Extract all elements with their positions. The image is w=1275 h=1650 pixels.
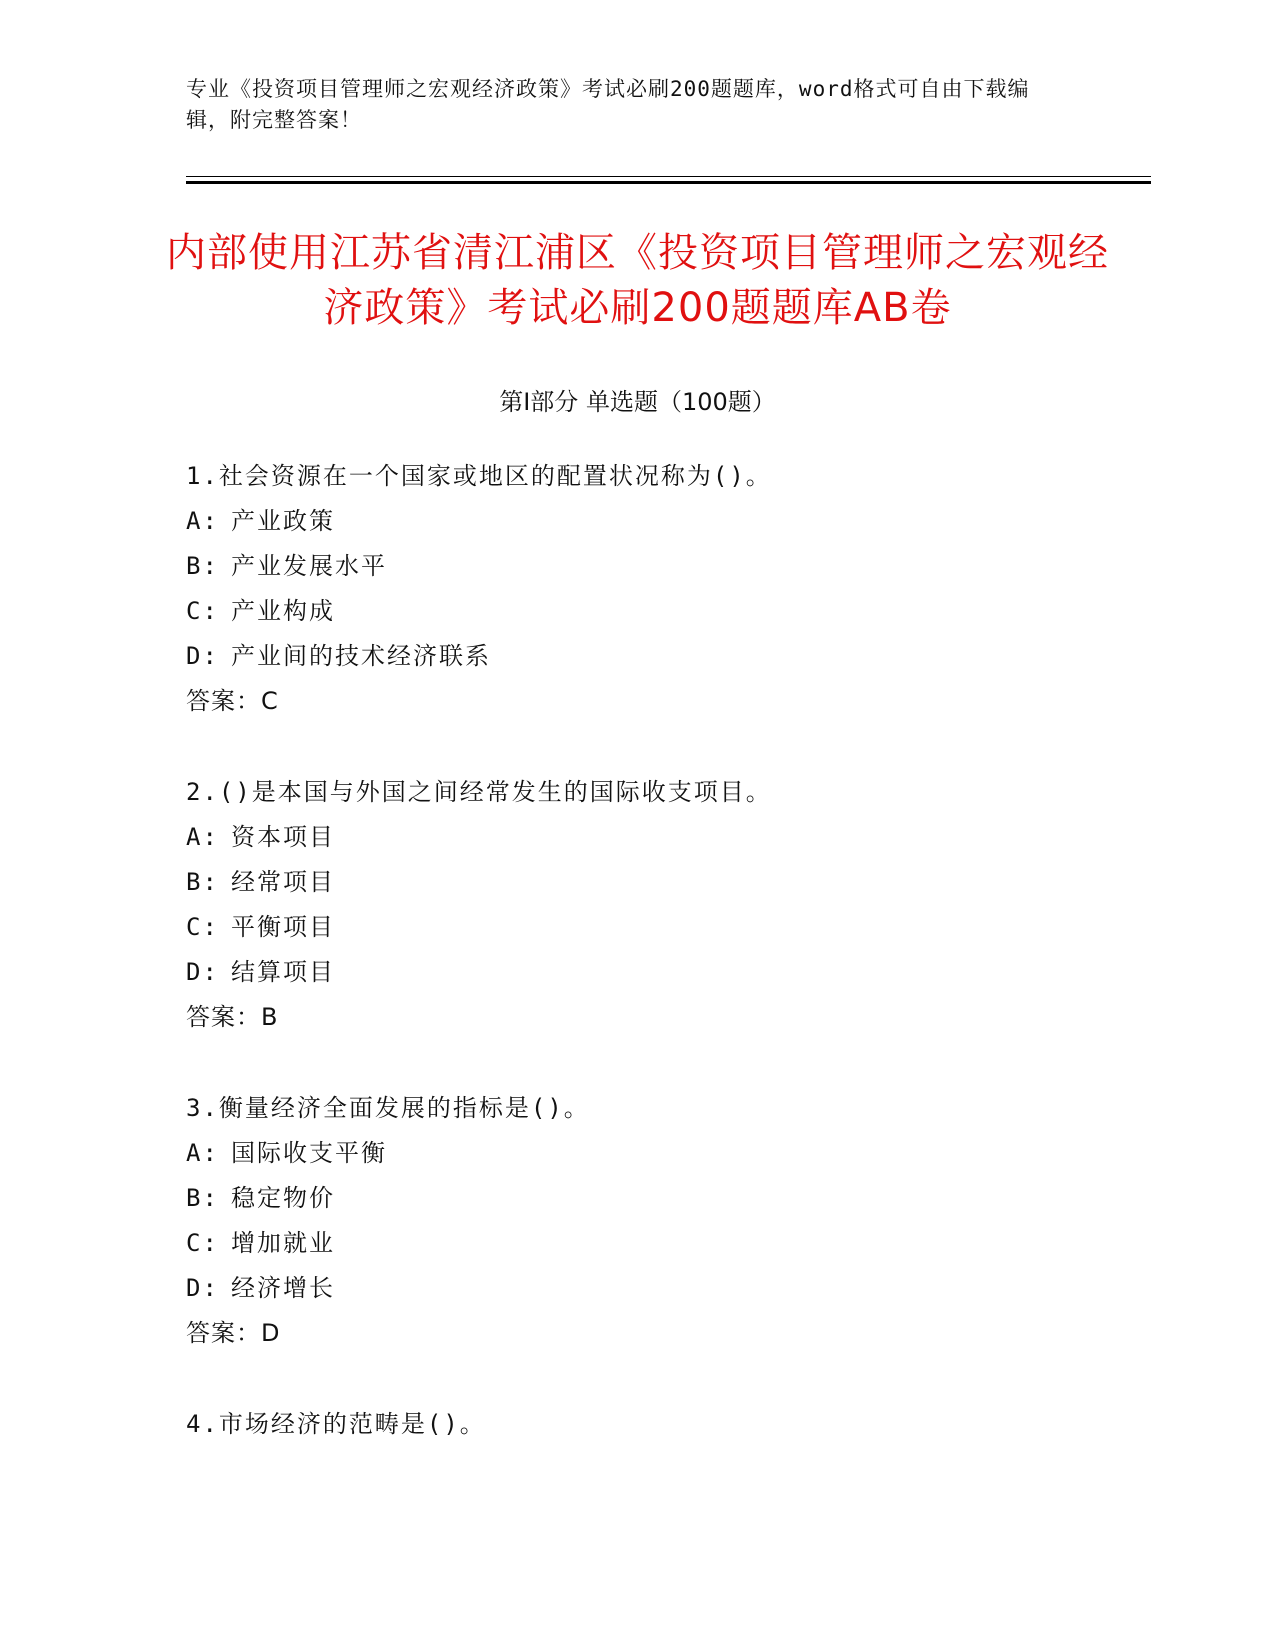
option-b [186,860,1086,905]
question-4 [186,1402,1086,1447]
option-text: 产业间的技术经济联系 [231,642,491,670]
option-text: 国际收支平衡 [231,1139,387,1167]
option-d [186,950,1086,995]
question-3 [186,1086,1086,1356]
option-text: 产业发展水平 [231,552,387,580]
option-letter: C: [186,913,219,941]
option-letter: D: [186,958,219,986]
document-title: 内部使用江苏省清江浦区《投资项目管理师之宏观经济政策》考试必刷200题题库AB卷 [166,230,1109,331]
option-text: 结算项目 [231,958,335,986]
question-1 [186,454,1086,724]
option-c [186,905,1086,950]
option-a [186,499,1086,544]
question-stem: 3.衡量经济全面发展的指标是()。 [186,1094,590,1122]
section-title: 第Ⅰ部分 单选题（100题） [499,388,776,416]
header-divider-thick [186,181,1151,184]
option-text: 稳定物价 [231,1184,335,1212]
question-stem: 4.市场经济的范畴是()。 [186,1410,486,1438]
option-b [186,544,1086,589]
option-letter: D: [186,642,219,670]
header-divider [186,176,1151,177]
option-letter: A: [186,1139,219,1167]
answer-line: 答案：B [186,1003,279,1031]
option-text: 经济增长 [231,1274,335,1302]
option-d [186,634,1086,679]
option-b [186,1176,1086,1221]
option-text: 增加就业 [231,1229,335,1257]
option-letter: B: [186,552,219,580]
option-text: 经常项目 [231,868,335,896]
option-a [186,815,1086,860]
answer-line: 答案：D [186,1319,281,1347]
option-letter: B: [186,1184,219,1212]
option-a [186,1131,1086,1176]
question-stem: 2.()是本国与外国之间经常发生的国际收支项目。 [186,778,772,806]
option-letter: A: [186,823,219,851]
option-letter: C: [186,597,219,625]
question-stem: 1.社会资源在一个国家或地区的配置状况称为()。 [186,462,772,490]
answer-line: 答案：C [186,687,279,715]
option-c [186,1221,1086,1266]
option-d [186,1266,1086,1311]
option-letter: C: [186,1229,219,1257]
option-letter: D: [186,1274,219,1302]
option-text: 资本项目 [231,823,335,851]
header-note: 专业《投资项目管理师之宏观经济政策》考试必刷200题题库，word格式可自由下载编辑，附完整答案！ [186,77,1030,132]
option-text: 产业构成 [231,597,335,625]
question-2 [186,770,1086,1040]
option-c [186,589,1086,634]
option-letter: B: [186,868,219,896]
option-text: 平衡项目 [231,913,335,941]
option-letter: A: [186,507,219,535]
option-text: 产业政策 [231,507,335,535]
